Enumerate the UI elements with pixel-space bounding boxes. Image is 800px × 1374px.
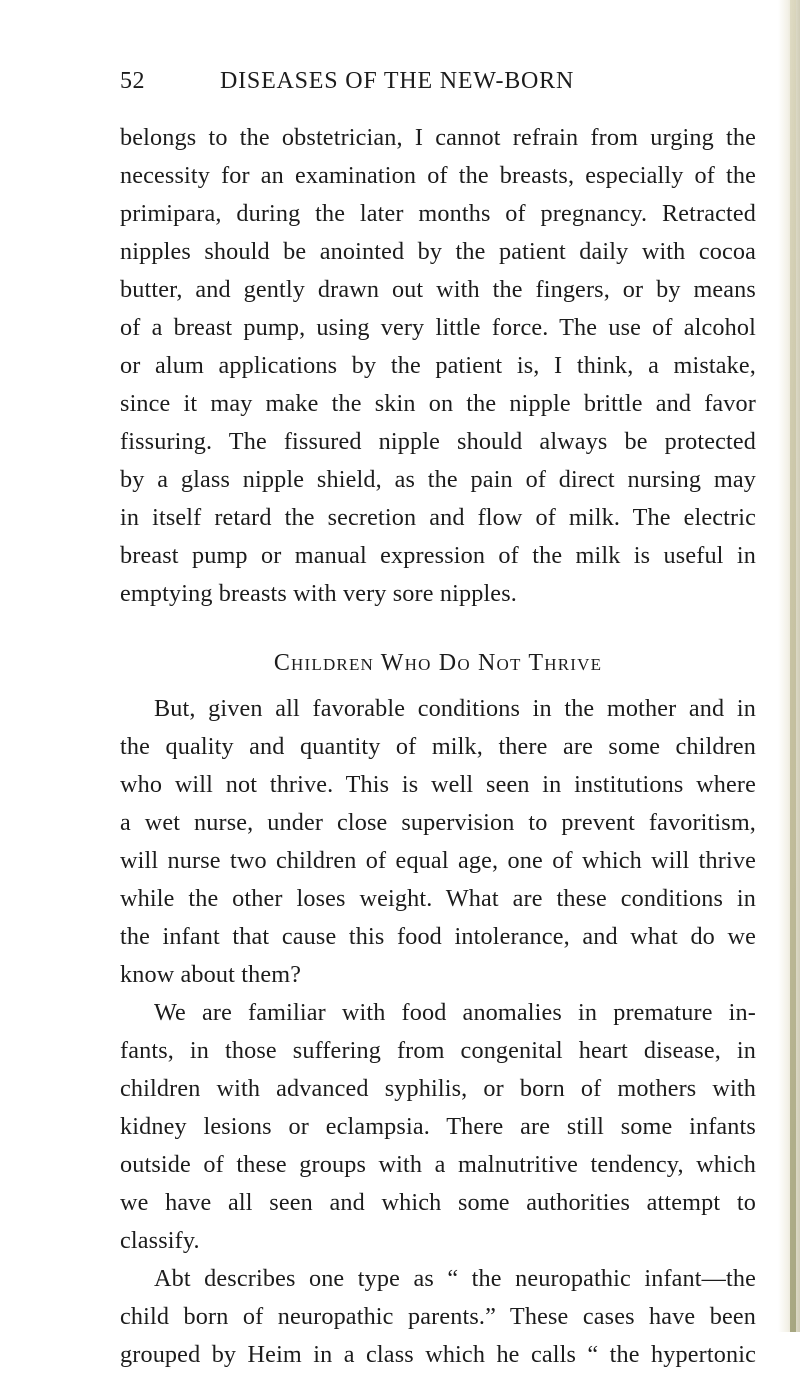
body-text <box>120 119 756 1374</box>
text-line: who will not thrive. This is well seen in institutions where <box>120 771 756 798</box>
text-line: a wet nurse, under close supervision to prevent favoritism, <box>120 809 756 836</box>
text-line: know about them? <box>120 961 302 988</box>
text-line: or alum applications by the patient is, I think, a mistake, <box>120 352 756 379</box>
text-line: breast pump or manual expression of the milk is useful in <box>120 542 756 569</box>
text-line: belongs to the obstetrician, I cannot refrain from urging the <box>120 124 756 151</box>
text-line: primipara, during the later months of pregnancy. Retracted <box>120 200 756 227</box>
paragraph <box>120 1260 756 1374</box>
section-heading: Children Who Do Not Thrive <box>273 650 603 676</box>
text-line: Abt describes one type as “ the neuropathic infant—the <box>154 1265 756 1292</box>
page-binding-edge <box>790 0 796 1332</box>
text-line: But, given all favorable conditions in the mother and in <box>154 695 756 722</box>
paragraph <box>120 690 756 994</box>
text-line: emptying breasts with very sore nipples. <box>120 580 517 607</box>
text-line: outside of these groups with a malnutritive tendency, which <box>120 1151 756 1178</box>
text-line: kidney lesions or eclampsia. There are still some infants <box>120 1113 756 1140</box>
text-line: in itself retard the secretion and flow of milk. The electric <box>120 504 756 531</box>
text-line: will nurse two children of equal age, one of which will thrive <box>120 847 756 874</box>
text-line: We are familiar with food anomalies in premature in- <box>154 999 756 1026</box>
running-title: DISEASES OF THE NEW-BORN <box>220 68 575 94</box>
text-line: since it may make the skin on the nipple brittle and favor <box>120 390 756 417</box>
text-line: by a glass nipple shield, as the pain of direct nursing may <box>120 466 756 493</box>
text-line: butter, and gently drawn out with the fingers, or by means <box>120 276 756 303</box>
paragraph <box>120 119 756 613</box>
text-line: fissuring. The fissured nipple should always be protected <box>120 428 756 455</box>
page-edge-shadow <box>778 0 800 1332</box>
text-line: we have all seen and which some authorities attempt to <box>120 1189 756 1216</box>
text-line: the infant that cause this food intolerance, and what do we <box>120 923 756 950</box>
text-line: fants, in those suffering from congenital heart disease, in <box>120 1037 756 1064</box>
page-number: 52 <box>120 68 145 94</box>
text-line: necessity for an examination of the breasts, especially of the <box>120 162 756 189</box>
text-line: child born of neuropathic parents.” These cases have been <box>120 1303 756 1330</box>
text-line: of a breast pump, using very little force. The use of alcohol <box>120 314 756 341</box>
text-line: children with advanced syphilis, or born of mothers with <box>120 1075 756 1102</box>
text-line: classify. <box>120 1227 200 1254</box>
text-line: the quality and quantity of milk, there are some children <box>120 733 756 760</box>
text-line: nipples should be anointed by the patient daily with cocoa <box>120 238 756 265</box>
paragraph <box>120 994 756 1260</box>
text-line: grouped by Heim in a class which he calls “ the hypertonic <box>120 1341 756 1368</box>
running-head <box>120 68 800 108</box>
text-line: while the other loses weight. What are these conditions in <box>120 885 756 912</box>
